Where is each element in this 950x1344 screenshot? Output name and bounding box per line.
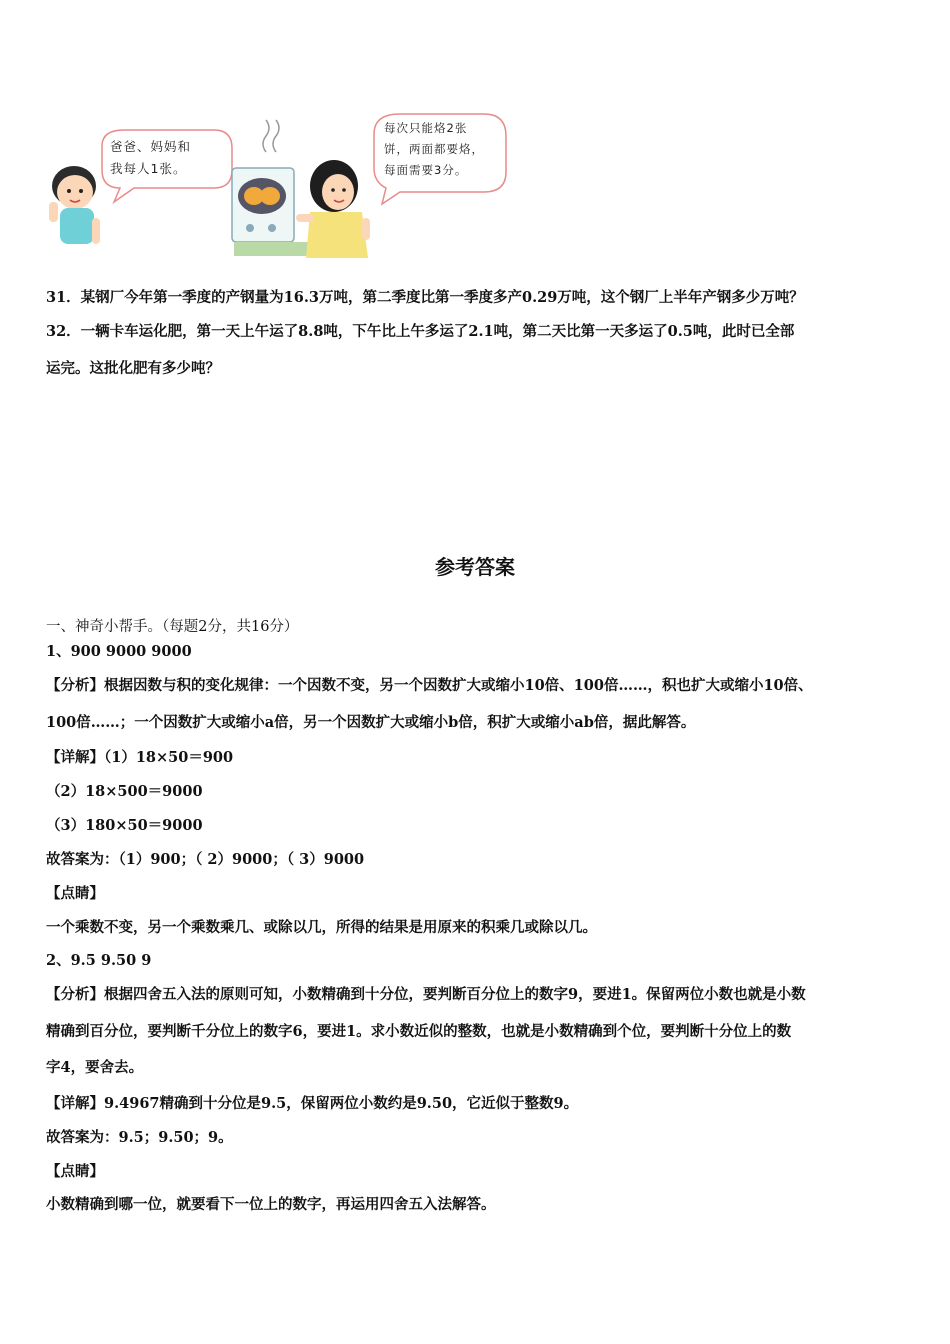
mom-bubble-line: 饼，两面都要烙，: [384, 142, 484, 156]
question-32-line2: 运完。这批化肥有多少吨？: [46, 360, 220, 377]
boy-bubble-text: [110, 136, 191, 180]
answer-1-analysis-line2: 100倍……；一个因数扩大或缩小a倍，另一个因数扩大或缩小b倍，积扩大或缩小ab倍，据此解答。: [46, 714, 696, 731]
section-1-heading: 一、神奇小帮手。（每题2分，共16分）: [46, 619, 299, 635]
answer-1-detail-line2: （2）18×500＝9000: [46, 783, 203, 800]
answer-2-head: 2、9.5 9.50 9: [46, 952, 152, 969]
answer-2-tip: 小数精确到哪一位，就要看下一位上的数字，再运用四舍五入法解答。: [46, 1196, 496, 1213]
answer-1-detail-line1: 【详解】（1）18×50＝900: [46, 749, 234, 766]
answer-1-tip: 一个乘数不变，另一个乘数乘几、或除以几，所得的结果是用原来的积乘几或除以几。: [46, 919, 597, 936]
answer-1-detail-line3: （3）180×50＝9000: [46, 817, 203, 834]
answer-1-tip-label: 【点睛】: [46, 885, 104, 902]
mom-bubble-line: 每次只能烙2张: [384, 121, 468, 135]
answers-title: 参考答案: [435, 555, 515, 579]
boy-figure: [49, 166, 100, 244]
answer-2-detail: 【详解】9.4967精确到十分位是9.5，保留两位小数约是9.50，它近似于整数9。: [46, 1095, 579, 1112]
boy-bubble-line: 爸爸、妈妈和: [110, 139, 192, 154]
answer-2-analysis-line3: 字4，要舍去。: [46, 1059, 144, 1076]
answer-1-conclusion: 故答案为：（1）900；（ 2）9000；（ 3）9000: [46, 851, 365, 868]
boy-bubble-line: 我每人1张。: [110, 161, 187, 176]
illustration: [44, 108, 514, 264]
mom-bubble-line: 每面需要3分。: [384, 163, 468, 177]
question-31: 31．某钢厂今年第一季度的产钢量为16.3万吨，第二季度比第一季度多产0.29万吨，这个钢厂上半年产钢多少万吨？: [46, 289, 804, 306]
question-32-line1: 32．一辆卡车运化肥，第一天上午运了8.8吨，下午比上午多运了2.1吨，第二天比第一天多运了0.5吨，此时已全部: [46, 323, 795, 340]
answer-2-analysis-line2: 精确到百分位，要判断千分位上的数字6，要进1。求小数近似的整数，也就是小数精确到个位，要判断十分位上的数: [46, 1023, 792, 1040]
answer-1-analysis-line1: 【分析】根据因数与积的变化规律：一个因数不变，另一个因数扩大或缩小10倍、100倍……，积也扩大或缩小10倍、: [46, 677, 813, 694]
answer-1-head: 1、900 9000 9000: [46, 643, 192, 660]
answer-2-analysis-line1: 【分析】根据四舍五入法的原则可知，小数精确到十分位，要判断百分位上的数字9，要进1。保留两位小数也就是小数: [46, 986, 806, 1003]
mom-bubble-text: [384, 118, 484, 181]
answer-2-tip-label: 【点睛】: [46, 1163, 104, 1180]
answer-2-conclusion: 故答案为：9.5；9.50；9。: [46, 1129, 233, 1146]
